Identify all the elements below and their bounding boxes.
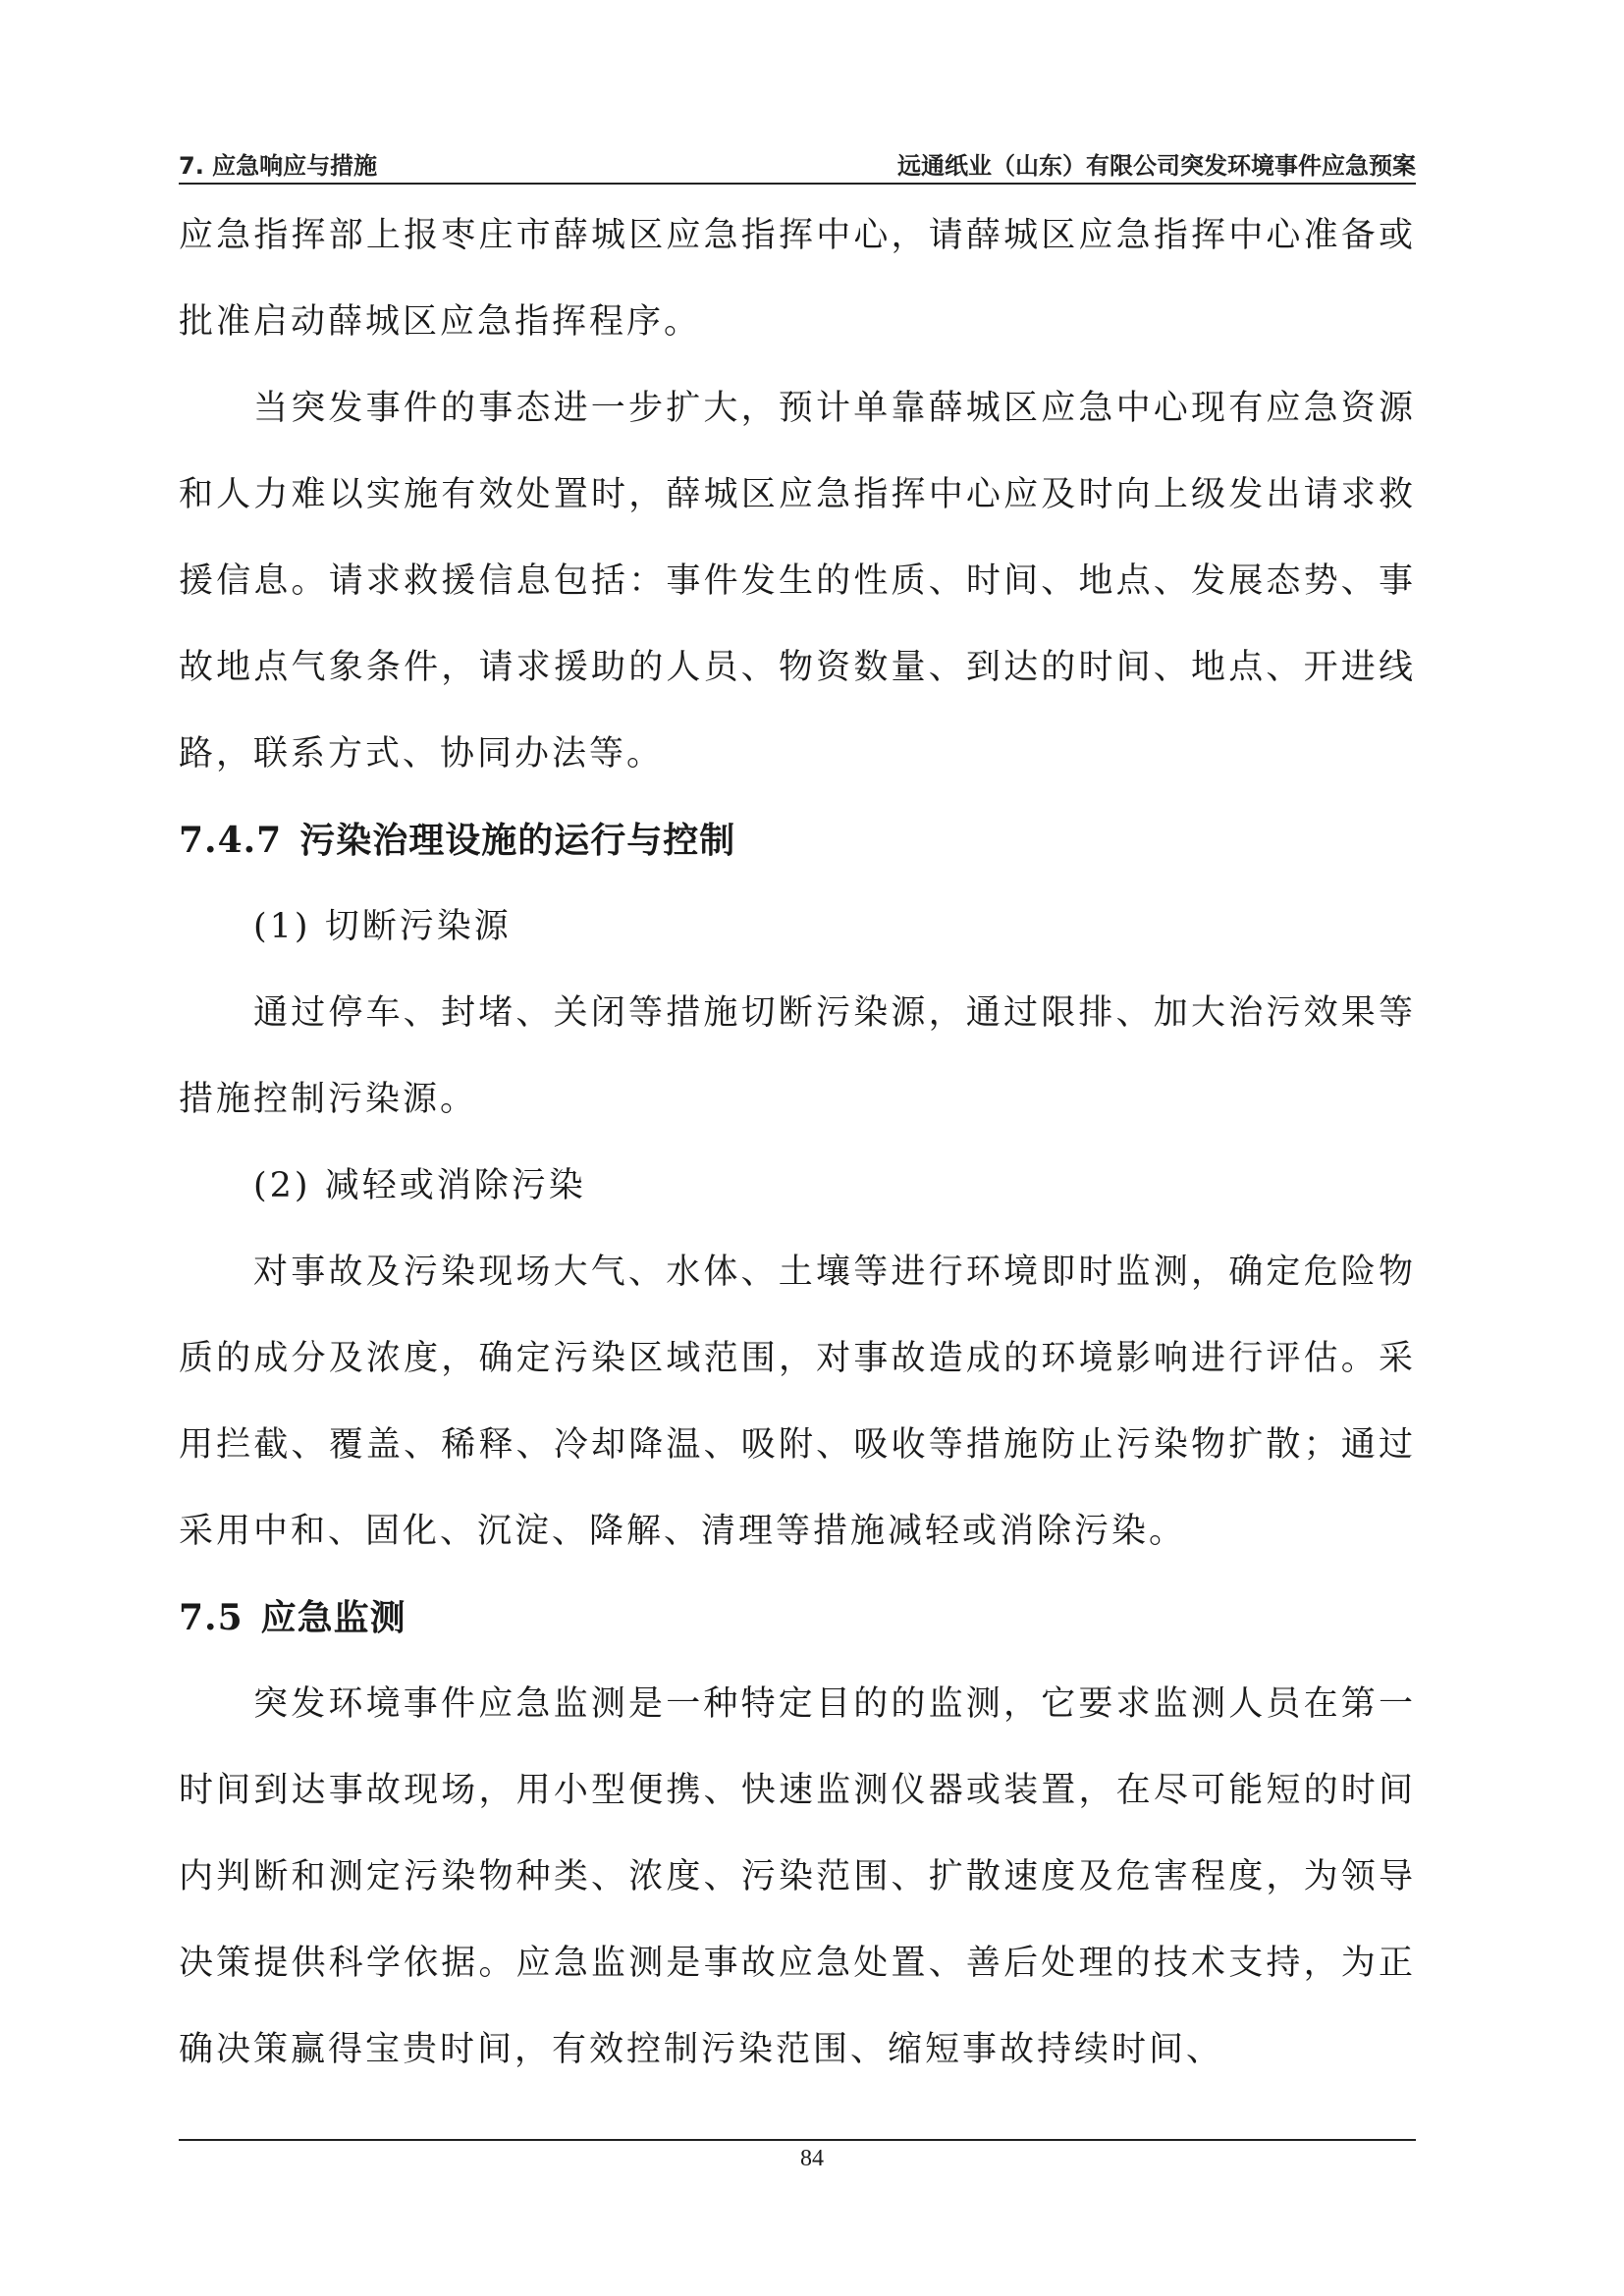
page-header [179, 137, 1416, 181]
footer-divider [179, 2139, 1416, 2141]
header-divider [179, 183, 1416, 185]
page-number: 84 [800, 2146, 824, 2171]
section-number: 7.5 [179, 1597, 244, 1638]
section-title: 污染治理设施的运行与控制 [299, 820, 736, 861]
paragraph-report-escalation: 应急指挥部上报枣庄市薛城区应急指挥中心，请薛城区应急指挥中心准备或批准启动薛城区应急指挥程序。 [179, 216, 1416, 342]
header-chapter: 7. 应急响应与措施 [179, 152, 378, 180]
list-item-reduce-pollution: (2) 减轻或消除污染 [253, 1166, 586, 1205]
section-heading-7-5 [179, 1575, 1416, 1661]
header-document-title: 远通纸业（山东）有限公司突发环境事件应急预案 [897, 152, 1416, 180]
page-body [179, 192, 1416, 2093]
paragraph-cut-pollution-source: 通过停车、封堵、关闭等措施切断污染源，通过限排、加大治污效果等措施控制污染源。 [179, 993, 1416, 1119]
section-heading-7-4-7 [179, 797, 1416, 883]
paragraph-reduce-pollution: 对事故及污染现场大气、水体、土壤等进行环境即时监测，确定危险物质的成分及浓度，确定污染区域范围，对事故造成的环境影响进行评估。采用拦截、覆盖、稀释、冷却降温、吸附、吸收等措施防止污染物扩散；通过采用中和、固化、沉淀、降解、清理等措施减轻或消除污染。 [179, 1253, 1416, 1551]
section-number: 7.4.7 [179, 820, 283, 861]
paragraph-rescue-request: 当突发事件的事态进一步扩大，预计单靠薛城区应急中心现有应急资源和人力难以实施有效处置时，薛城区应急指挥中心应及时向上级发出请求救援信息。请求救援信息包括：事件发生的性质、时间、地点、发展态势、事故地点气象条件，请求援助的人员、物资数量、到达的时间、地点、开进线路，联系方式、协同办法等。 [179, 389, 1416, 774]
list-item-cut-pollution-source: (1) 切断污染源 [253, 907, 512, 946]
paragraph-emergency-monitoring: 突发环境事件应急监测是一种特定目的的监测，它要求监测人员在第一时间到达事故现场，用小型便携、快速监测仪器或装置，在尽可能短的时间内判断和测定污染物种类、浓度、污染范围、扩散速度及危害程度，为领导决策提供科学依据。应急监测是事故应急处置、善后处理的技术支持，为正确决策赢得宝贵时间，有效控制污染范围、缩短事故持续时间、 [179, 1684, 1416, 2069]
section-title: 应急监测 [260, 1597, 406, 1638]
